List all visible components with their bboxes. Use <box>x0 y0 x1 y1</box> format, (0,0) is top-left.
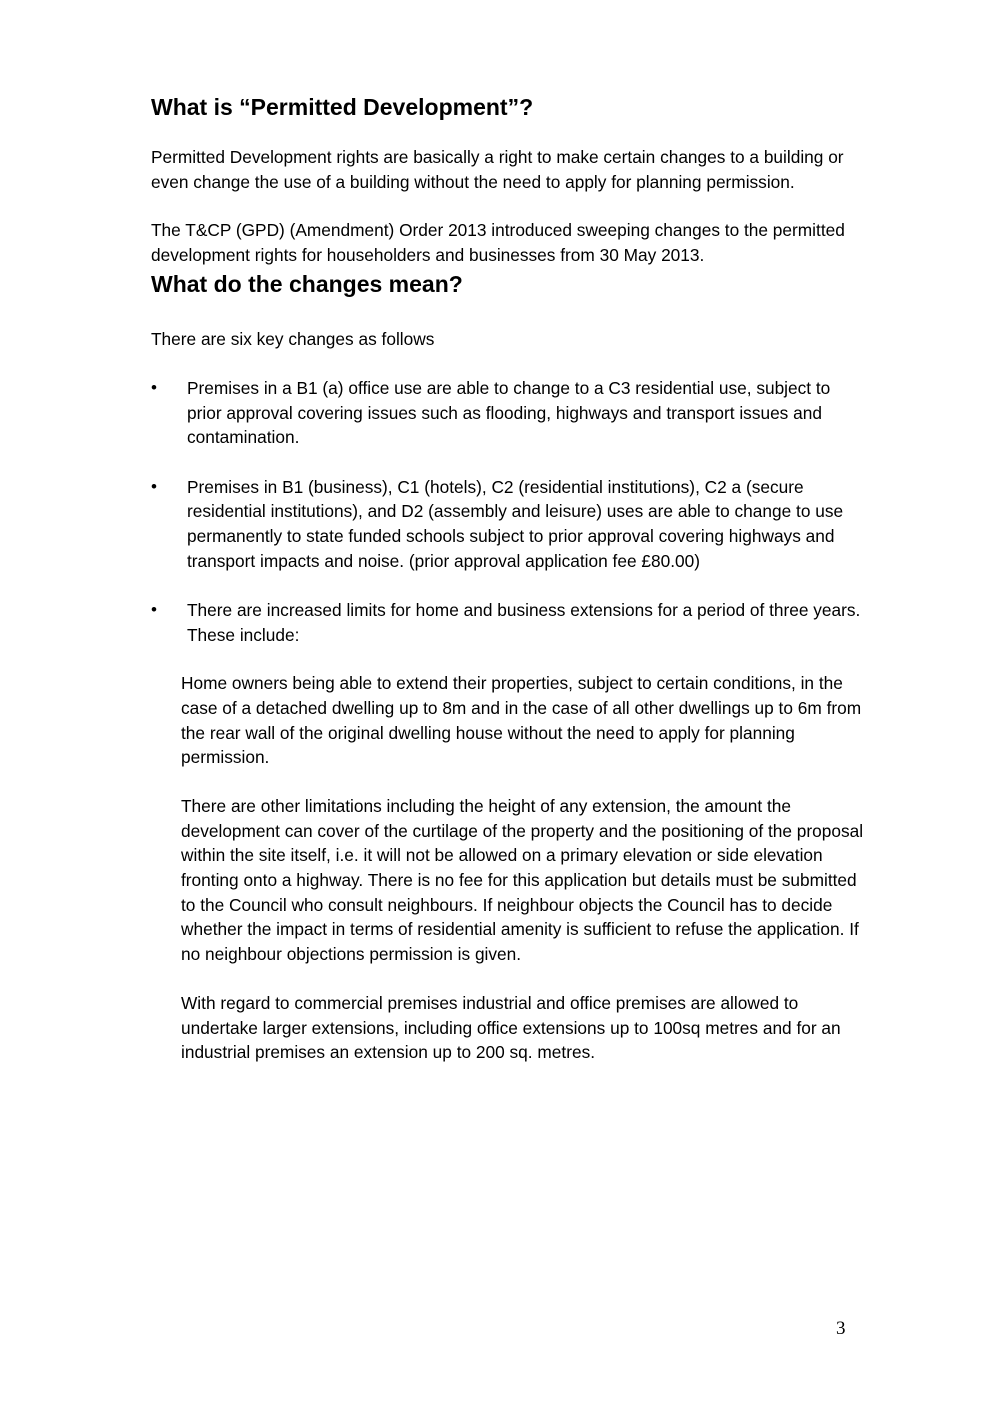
intro-paragraph-2: The T&CP (GPD) (Amendment) Order 2013 introduced sweeping changes to the permitted development rights for householders and businesses from 30 May 2013. <box>151 220 845 265</box>
bullet-icon: • <box>151 377 157 397</box>
document-page <box>151 90 864 1089</box>
lead-paragraph: There are six key changes as follows <box>151 329 435 350</box>
bullet-icon: • <box>151 476 157 496</box>
extension-details <box>181 671 871 1065</box>
bullet-icon: • <box>151 600 157 620</box>
heading-what-changes-mean: What do the changes mean? <box>151 271 463 298</box>
list-item-text: Premises in B1 (business), C1 (hotels), C2 (residential institutions), C2 a (secure residential institutions), and D2 (assembly and leisure) uses are able to change to use permanently to state funded schools subject to prior approval covering highways and transport impacts and noise. (prior approval application fee £80.00) <box>187 476 844 571</box>
list-item <box>151 475 861 573</box>
sub-paragraph-commercial: With regard to commercial premises industrial and office premises are allowed to undertake larger extensions, including office extensions up to 100sq metres and for an industrial premises an extension up to 200 sq. metres. <box>181 993 841 1063</box>
key-changes-list <box>151 376 861 647</box>
list-item <box>151 598 861 647</box>
sub-paragraph-home-owners: Home owners being able to extend their properties, subject to certain conditions, in the case of a detached dwelling up to 8m and in the case of all other dwellings up to 6m from the rear wall of the original dwelling house without the need to apply for planning permission. <box>181 673 862 768</box>
list-item-text: Premises in a B1 (a) office use are able to change to a C3 residential use, subject to prior approval covering issues such as flooding, highways and transport issues and contamination. <box>187 377 831 448</box>
page-number: 3 <box>836 1318 846 1339</box>
intro-paragraph-1: Permitted Development rights are basically a right to make certain changes to a building or even change the use of a building without the need to apply for planning permission. <box>151 147 844 192</box>
list-item <box>151 376 861 450</box>
list-item-text: There are increased limits for home and business extensions for a period of three years. These include: <box>187 600 861 645</box>
heading-permitted-development: What is “Permitted Development”? <box>151 94 534 120</box>
sub-paragraph-limitations: There are other limitations including the height of any extension, the amount the development can cover of the curtilage of the property and the positioning of the proposal within the site itself, i.e. it will not be allowed on a primary elevation or side elevation fronting onto a highway. There is no fee for this application but details must be submitted to the Council who consult neighbours. If neighbour objects the Council has to decide whether the impact in terms of residential amenity is sufficient to refuse the application. If no neighbour objections permission is given. <box>181 796 864 964</box>
